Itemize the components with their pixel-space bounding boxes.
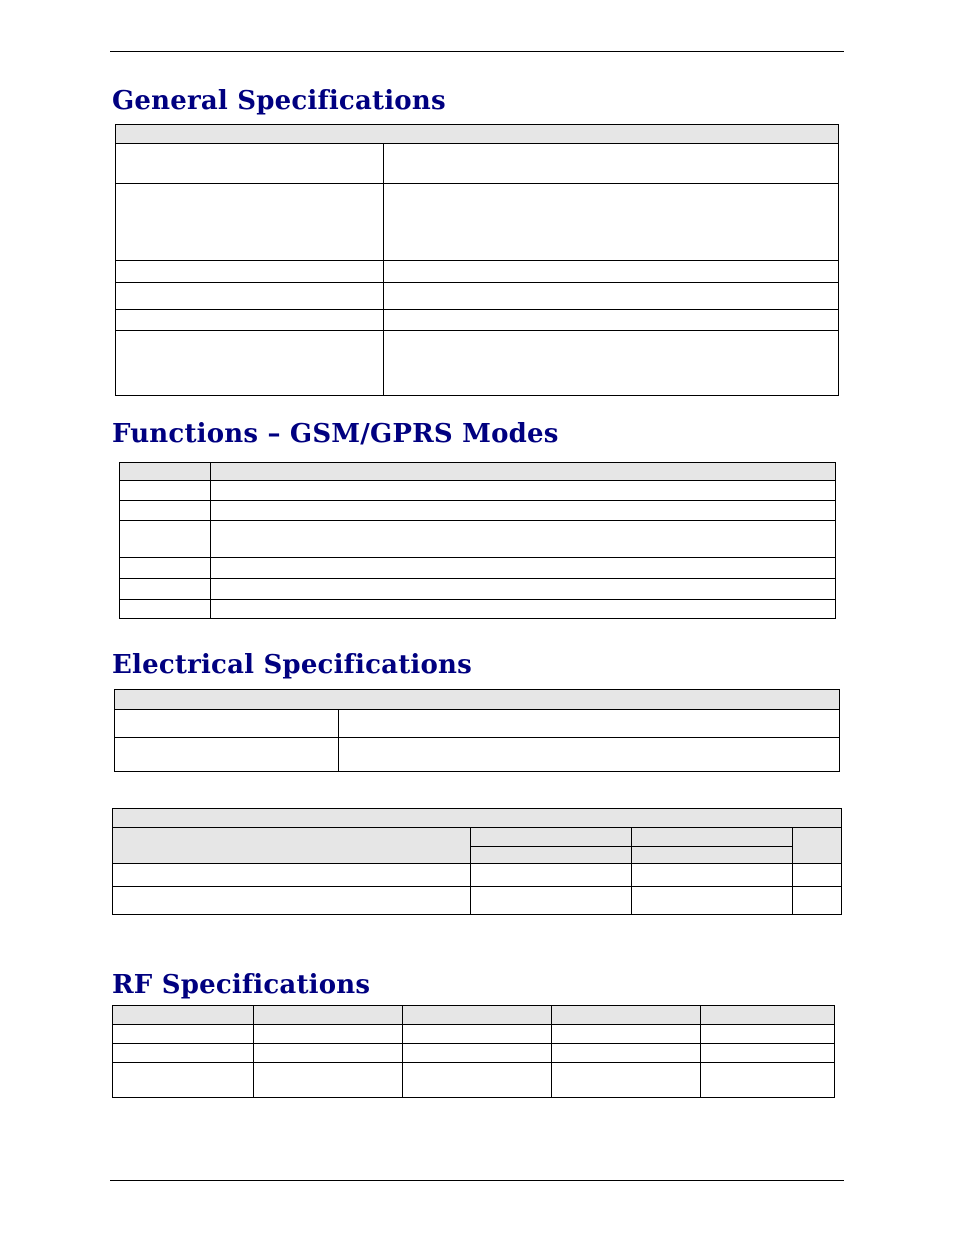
table-cell (552, 1025, 701, 1044)
table-cell (254, 1025, 403, 1044)
table-cell (552, 1044, 701, 1063)
table-row (115, 738, 840, 772)
electrical-specifications-heading: Electrical Specifications (112, 650, 472, 680)
table-row (120, 579, 836, 600)
table-cell (116, 331, 384, 396)
table-cell (384, 283, 839, 310)
table-cell (211, 521, 836, 558)
table-cell (632, 864, 793, 887)
table-header-cell (632, 828, 793, 847)
table-cell (384, 310, 839, 331)
functions-table (119, 462, 836, 619)
table-cell (211, 481, 836, 501)
table-header-cell (471, 847, 632, 864)
table-cell (120, 579, 211, 600)
table-cell (120, 481, 211, 501)
functions-gsm-gprs-heading: Functions – GSM/GPRS Modes (112, 419, 559, 449)
table-cell (701, 1063, 835, 1098)
table-row (113, 864, 842, 887)
table-row (116, 125, 839, 144)
table-row (115, 710, 840, 738)
table-row (116, 184, 839, 261)
table-row (120, 521, 836, 558)
table-cell (120, 600, 211, 619)
table-header-cell (113, 828, 471, 864)
table-cell (552, 1063, 701, 1098)
table-row (113, 1063, 835, 1098)
table-header-cell (793, 828, 842, 864)
table-cell (384, 184, 839, 261)
table-cell (115, 738, 339, 772)
table-cell (384, 261, 839, 283)
table-row (120, 501, 836, 521)
table-cell (116, 144, 384, 184)
table-row (116, 261, 839, 283)
table-cell (116, 310, 384, 331)
table-cell (403, 1025, 552, 1044)
table-cell (113, 887, 471, 915)
table-cell (632, 887, 793, 915)
table-header-cell (113, 1006, 254, 1025)
table-cell (115, 710, 339, 738)
table-cell (120, 558, 211, 579)
footer-rule (110, 1180, 844, 1181)
table-cell (254, 1063, 403, 1098)
table-row (120, 463, 836, 481)
table-cell (211, 600, 836, 619)
table-cell (701, 1044, 835, 1063)
table-cell (120, 521, 211, 558)
table-cell (120, 501, 211, 521)
rf-specifications-heading: RF Specifications (112, 970, 371, 1000)
table-row (113, 1025, 835, 1044)
table-header-cell (113, 809, 842, 828)
table-cell (113, 1063, 254, 1098)
table-row (116, 144, 839, 184)
table-cell (471, 887, 632, 915)
table-header-cell (552, 1006, 701, 1025)
table-cell (793, 864, 842, 887)
table-cell (701, 1025, 835, 1044)
table-header-cell (116, 125, 839, 144)
table-cell (471, 864, 632, 887)
table-cell (339, 738, 840, 772)
table-cell (113, 1044, 254, 1063)
table-cell (116, 261, 384, 283)
table-row (115, 690, 840, 710)
table-cell (384, 144, 839, 184)
table-cell (793, 887, 842, 915)
table-header-cell (254, 1006, 403, 1025)
table-header-cell (211, 463, 836, 481)
general-specifications-heading: General Specifications (112, 86, 446, 116)
electrical-specifications-table (114, 689, 840, 772)
table-cell (116, 283, 384, 310)
table-cell (384, 331, 839, 396)
table-cell (403, 1063, 552, 1098)
general-specifications-table (115, 124, 839, 396)
table-row (116, 283, 839, 310)
table-cell (113, 1025, 254, 1044)
table-cell (211, 558, 836, 579)
table-row (113, 809, 842, 828)
table-cell (403, 1044, 552, 1063)
table-row (113, 1044, 835, 1063)
table-row (120, 600, 836, 619)
table-row (120, 558, 836, 579)
table-cell (113, 864, 471, 887)
table-row (116, 310, 839, 331)
table-header-cell (701, 1006, 835, 1025)
table-header-cell (632, 847, 793, 864)
table-row (113, 828, 842, 847)
table-row (116, 331, 839, 396)
header-rule (110, 51, 844, 52)
table-header-cell (471, 828, 632, 847)
rf-specifications-table (112, 1005, 835, 1098)
table-cell (211, 579, 836, 600)
table-row (113, 887, 842, 915)
table-header-cell (115, 690, 840, 710)
table-cell (339, 710, 840, 738)
table-row (113, 1006, 835, 1025)
table-cell (211, 501, 836, 521)
table-header-cell (120, 463, 211, 481)
power-consumption-table (112, 808, 842, 915)
table-header-cell (403, 1006, 552, 1025)
table-row (120, 481, 836, 501)
table-cell (254, 1044, 403, 1063)
table-cell (116, 184, 384, 261)
